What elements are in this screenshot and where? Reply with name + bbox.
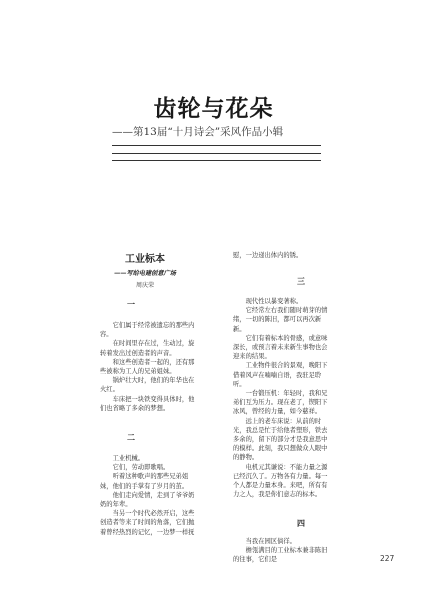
paragraph: 现代性以暴变著称。: [245, 298, 303, 305]
paragraph: 当另一个时代必然开启，这些创造者等来了时间的角落，它们抛着曾经热烈的记忆，一边梦一样抚: [100, 510, 195, 536]
paragraph: 它经常左右我们随时萌芽的情绪，一切的陈旧，都可以再次新新。: [233, 307, 328, 333]
divider-rule: [112, 145, 321, 146]
page-title: 齿轮与花朵: [153, 95, 274, 122]
paragraph: 它们，劳动即歌唱。: [112, 464, 170, 472]
paragraph: 在时间里存在过，生动过，旋转着发出过创造者的声音。: [100, 340, 195, 357]
paragraph: 檐瓴满目的工业标本兼非陈旧的往事，它们是: [233, 547, 328, 564]
paragraph: 锅炉壮大时，他们的年华也在火红。: [100, 377, 195, 394]
paragraph: 他们走向爱情，走到了爷爷奶奶的年辈。: [100, 491, 195, 509]
paragraph: 当我在园区倘徉。: [245, 538, 296, 545]
left-column-part-1: [100, 321, 195, 413]
right-column-part-3: [233, 537, 331, 565]
paragraph: 它们属于经常被遗忘的那些内容。: [100, 322, 195, 339]
paragraph: 慰，一边递出体内的锈。: [233, 252, 303, 259]
section-numeral-four: 四: [297, 518, 305, 528]
paragraph: 它们有着标本的骨感，或意味深长，或预言着未来新生事物也会迎来的结果。: [233, 334, 328, 361]
paragraph: 工业机械。: [112, 455, 145, 462]
section-numeral-three: 三: [297, 276, 305, 286]
paragraph: 远上的老车床说：从前的时光，我总是忙于给他者塑形，铁去多余的，留下的部分才是我意思中的模样。此刻，我只想做众人眼中的静物。: [233, 417, 328, 462]
page-number: 227: [380, 554, 395, 563]
divider-rule: [112, 160, 321, 161]
paragraph: 车床把一块铁变得具体时，他们也省略了多余的梦想。: [100, 395, 195, 412]
right-column-part-2: [233, 297, 331, 499]
right-column-part-1: [233, 251, 331, 260]
paragraph: 电机元其谦说：不能力量之源已经沉久了。万物各有力量。每一个人都是力量本身。来吧，所有有力之人，我是你们意志的标本。: [233, 463, 328, 499]
paragraph: 一台锻压机：年轻时，我和兄弟们互为压力。现在老了，锲阳下冰风，曾经的力量，如今慈祥。: [233, 390, 328, 416]
left-column-part-2: [100, 454, 195, 537]
article-title: 工业标本: [125, 254, 165, 265]
paragraph: 工业物件很合的景观，晚阳下借着风声在喃喃自语，我驻足聆听。: [233, 362, 328, 388]
divider-rule: [112, 153, 321, 154]
article-author: 周庆荣: [135, 282, 154, 289]
section-numeral-one: 一: [127, 299, 135, 309]
paragraph: 听着这种歌声的那些兄弟姐妹，他们的手掌有了岁月的茧。: [100, 473, 189, 490]
page-subtitle: ——第13届“十月诗会”采风作品小辑: [112, 126, 284, 138]
article-subtitle: ——写给电建创意广场: [114, 270, 176, 277]
paragraph: 和这些创造者一起的，还有那些被称为工人的兄弟姐妹。: [100, 358, 195, 376]
section-numeral-two: 二: [127, 432, 135, 442]
